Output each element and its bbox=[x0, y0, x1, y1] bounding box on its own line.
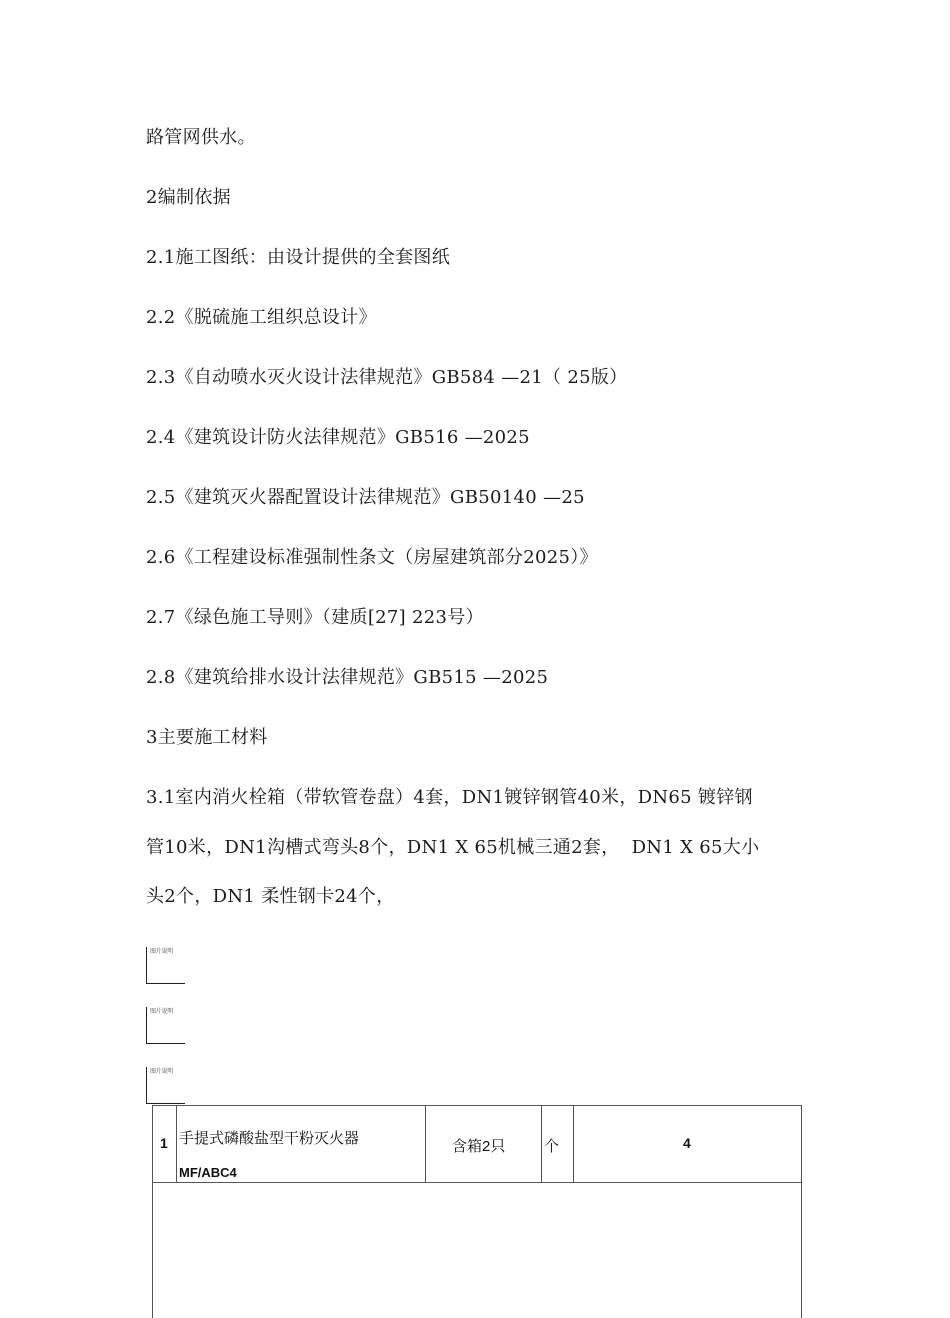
figure-placeholder bbox=[146, 947, 185, 984]
cell-item-model: MF/ABC4 bbox=[179, 1165, 237, 1180]
cell-unit: 个 bbox=[544, 1138, 560, 1155]
materials-table bbox=[152, 1105, 802, 1318]
figure-label: 图片说明 bbox=[150, 948, 174, 955]
table-column-divider bbox=[573, 1105, 574, 1182]
table-border-left bbox=[152, 1105, 153, 1318]
table-row-divider bbox=[152, 1182, 802, 1183]
paragraph: 2.5《建筑灭火器配置设计法律规范》GB50140 —25 bbox=[146, 487, 585, 508]
table-border-right bbox=[801, 1105, 802, 1318]
section-heading: 3主要施工材料 bbox=[146, 727, 268, 748]
section-heading: 2编制依据 bbox=[146, 187, 231, 208]
cell-item-name: 手提式磷酸盐型干粉灭火器 bbox=[179, 1130, 360, 1147]
paragraph: 2.1施工图纸：由设计提供的全套图纸 bbox=[146, 247, 451, 268]
paragraph: 2.7《绿色施工导则》（建质[27] 223号） bbox=[146, 607, 484, 628]
paragraph: 管10米，DN1沟槽式弯头8个，DN1 X 65机械三通2套， DN1 X 65大小 bbox=[146, 837, 760, 858]
table-column-divider bbox=[425, 1105, 426, 1182]
paragraph: 2.2《脱硫施工组织总设计》 bbox=[146, 307, 377, 328]
paragraph: 头2个，DN1 柔性钢卡24个， bbox=[146, 886, 395, 907]
table-column-divider bbox=[541, 1105, 542, 1182]
table-column-divider bbox=[176, 1105, 177, 1182]
paragraph: 2.4《建筑设计防火法律规范》GB516 —2025 bbox=[146, 427, 530, 448]
figure-placeholder bbox=[146, 1067, 185, 1104]
paragraph: 路管网供水。 bbox=[146, 127, 256, 148]
figure-label: 图片说明 bbox=[150, 1008, 174, 1015]
paragraph: 2.8《建筑给排水设计法律规范》GB515 —2025 bbox=[146, 667, 549, 688]
paragraph: 2.3《自动喷水灭火设计法律规范》GB584 —21（ 25版） bbox=[146, 367, 628, 388]
paragraph: 2.6《工程建设标准强制性条文（房屋建筑部分2025）》 bbox=[146, 547, 598, 568]
figure-label: 图片说明 bbox=[150, 1068, 174, 1075]
cell-quantity: 4 bbox=[683, 1135, 691, 1151]
cell-number: 1 bbox=[160, 1135, 168, 1151]
paragraph: 3.1室内消火栓箱（带软管卷盘）4套，DN1镀锌钢管40米，DN65 镀锌钢 bbox=[146, 787, 753, 808]
cell-spec: 含箱2只 bbox=[452, 1138, 506, 1155]
table-border-top bbox=[152, 1105, 802, 1106]
figure-placeholder bbox=[146, 1007, 185, 1044]
